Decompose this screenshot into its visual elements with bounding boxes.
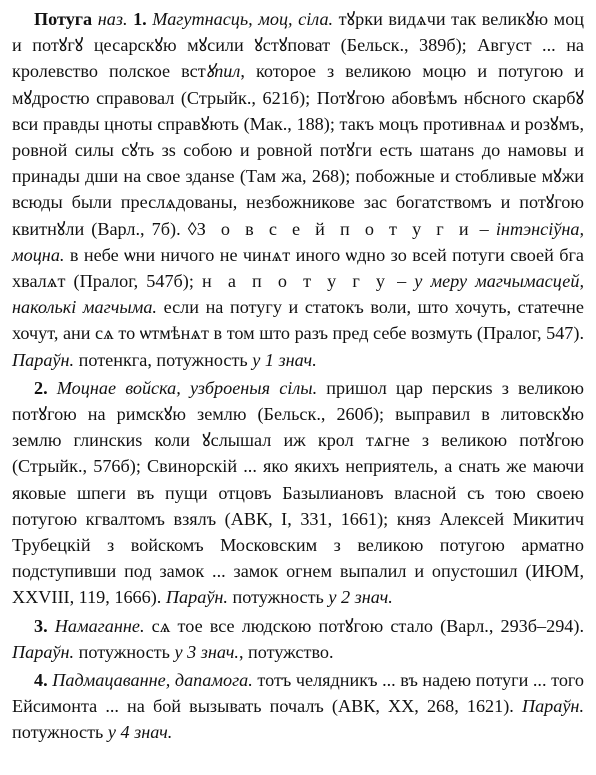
sense-reference: у 2 знач. (328, 587, 393, 608)
sense-2 (12, 375, 584, 611)
sense-1 (12, 6, 584, 373)
compare-text: потужность (227, 587, 329, 608)
compare-label: Параўн. (165, 587, 228, 608)
sense-3 (12, 613, 584, 665)
compare-text: потенкга, потужность (74, 349, 253, 370)
sense-number: 3. (34, 615, 48, 636)
compare-label: Параўн. (521, 696, 584, 717)
citation-text: в небе ѡни ничого не чинѧт иного ѡдно зо всей потуги своей бга хвалѧт (Пралог, 547б); (12, 244, 584, 292)
citation-text: тꙋрки видѧчи так великꙋю моц и потꙋгꙋ цесарскꙋю мꙋсили ꙋстꙋповат (Бельск., 389б); Август ... на кролевство полское вст (12, 9, 585, 82)
compare-text: потужность (74, 641, 175, 662)
phrase-definition: у меру магчымасцей, наколькі магчыма. (12, 271, 585, 318)
citation-text: тотъ челядникъ ... въ надею потуги ... того Ейсимонта ... на бой вызывать почалъ (АВК, XX, 268, 1621). (12, 670, 585, 717)
sense-definition: Моцнае войска, узброеныя сілы. (56, 377, 318, 398)
phrase-definition: інтэнсіўна, моцна. (12, 218, 584, 265)
sense-number: 1. (133, 9, 147, 29)
compare-label: Параўн. (12, 641, 75, 662)
sense-reference: у 1 знач. (252, 349, 317, 370)
sense-number: 4. (34, 670, 48, 691)
sense-definition: Намаганне. (54, 615, 145, 636)
citation-text: пришол цар перскиѕ з великою потꙋгою на римскꙋю землю (Бельск., 260б); выправил в литовскꙋю землю глинскиѕ коли ꙋслышал иж крол тѧгне з великою потꙋгою (Стрыйк., 576б); Свинорскій ... яко якихъ неприятель, а снать же маючи яковые шпеги въ пущи отцовъ Базылиановъ власной съ тою своею потугою кгвалтомъ взялъ (АВК, I, 331, 1661); княз Алексей Микитич Трубецкій з войскомъ Московским з великою потугою арматно подступивши под замок ... замок огнем выпалил и опустошил (ИЮМ, XXVIII, 119, 1666). (12, 377, 584, 608)
sense-number: 2. (34, 377, 48, 398)
part-of-speech: наз. (97, 9, 128, 29)
phrase-diamond-icon: ◊ (187, 218, 197, 239)
headword: Потуга (34, 9, 93, 29)
citation-italic: ꙋпил (205, 61, 241, 82)
dash: – (388, 271, 415, 292)
phrase: З о в с е й п о т у г и (196, 218, 473, 239)
phrase: н а п о т у г у (202, 271, 389, 292)
compare-label: Параўн. (12, 349, 75, 370)
sense-definition: Магутнасць, моц, сіла. (152, 9, 334, 29)
sense-definition: Падмацаванне, дапамога. (52, 670, 253, 691)
dash: – (472, 218, 496, 239)
sense-reference: у 3 знач. (174, 641, 239, 662)
citation-text: если на потугу и статокъ воли, што хочуть, статечне хочут, ани сѧ то ѡтмѣнѧт в том што разъ пред себе возмуть (Пралог, 547). (12, 297, 584, 344)
compare-text: , потужство. (238, 641, 334, 662)
citation-text: , которое з великою моцю и потугою и мꙋдростю справовал (Стрыйк., 621б); Потꙋгою абовѣмъ нбсного скарбꙋ вси правды цноты справꙋють (Мак., 188); такъ моцъ противнаѧ и розꙋмъ, ровной силы сꙋть зѕ собою и ровной потꙋги есть шатанѕ до намовы и принады дши на свое зданѕе (Там жа, 268); побожные и стобливые мꙋжи всюды были преслѧдованы, незбожникове зас богатствомъ и потꙋгою квитнꙋли (Варл., 7б). (12, 61, 585, 239)
sense-reference: у 4 знач. (107, 722, 173, 743)
compare-text: потужность (12, 722, 108, 743)
citation-text: сѧ тое все людскою потꙋгою стало (Варл., 293б–294). (144, 615, 584, 636)
sense-4 (12, 667, 584, 746)
